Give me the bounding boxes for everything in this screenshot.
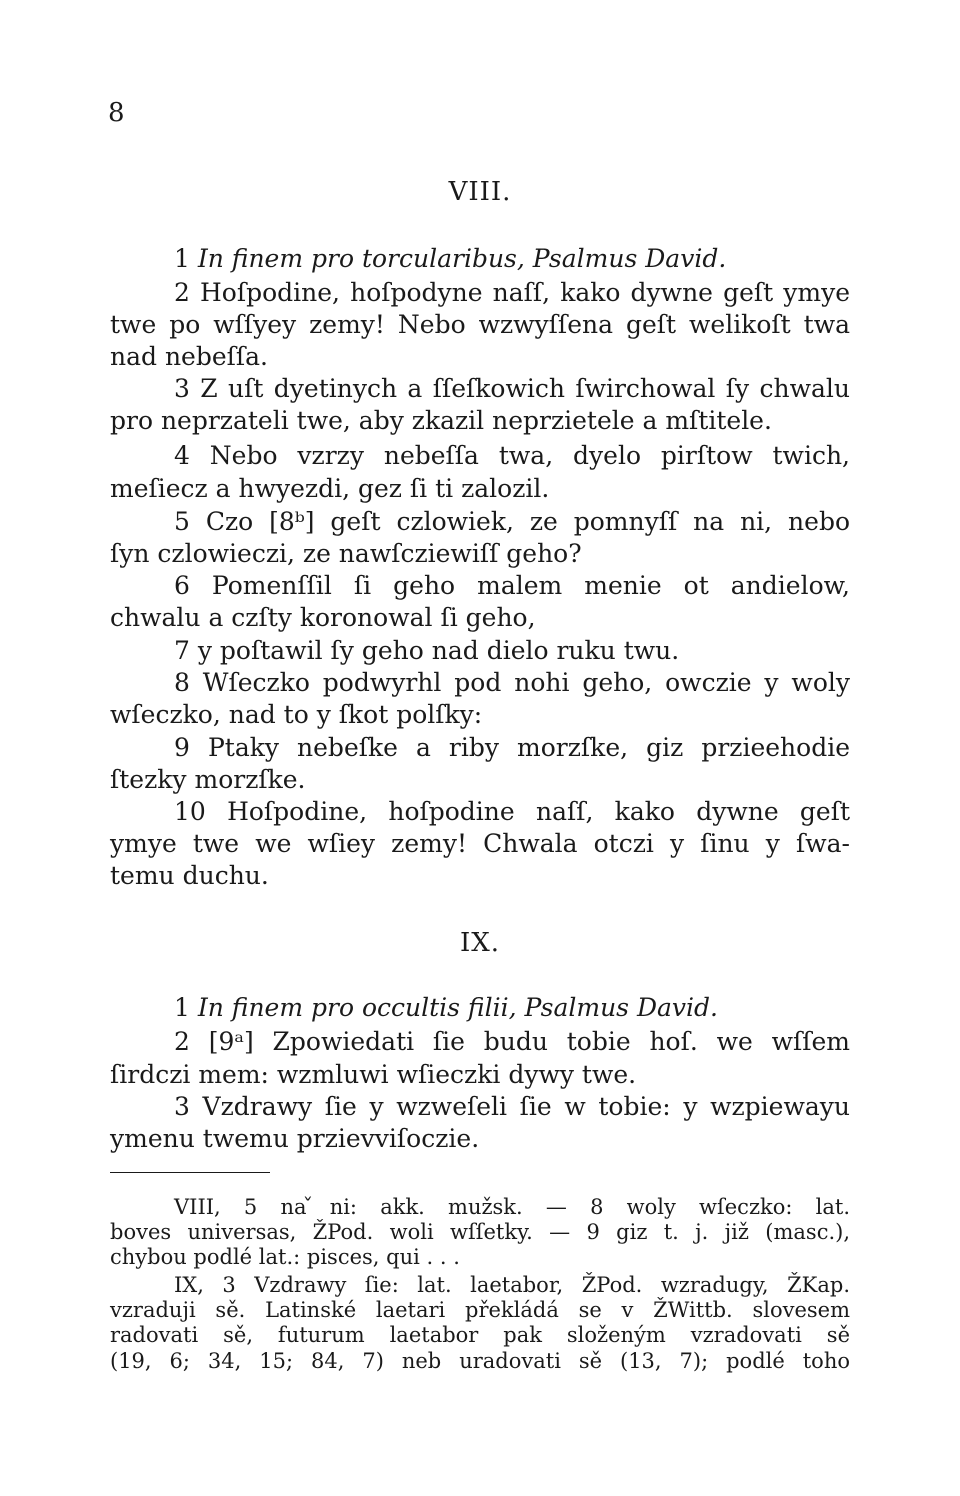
- verse-line: 3 Vzdrawy ſie y wzweſeli ſie w tobie: y wzpiewayu: [174, 1092, 850, 1121]
- verse-line: chwalu a czſty koronowal ſi geho,: [110, 603, 536, 632]
- footnote-line: IX, 3 Vzdrawy ſie: lat. laetabor, ŽPod. wzradugy, ŽKap.: [174, 1273, 850, 1297]
- title-text: In finem pro torcularibus, Psalmus David.: [197, 244, 727, 273]
- title-text: In finem pro occultis filii, Psalmus David.: [197, 993, 718, 1022]
- verse-line: temu duchu.: [110, 861, 269, 890]
- verse-line: 3 Z uſt dyetinych a ſſeſkowich ſwirchowal ſy chwalu: [174, 374, 850, 403]
- verse-line: pro neprzateli twe, aby zkazil neprzietele a mſtitele.: [110, 406, 772, 435]
- verse-line: 4 Nebo vzrzy nebeſſa twa, dyelo pirſtow twich,: [174, 441, 850, 470]
- verse-line: ymye twe we wſiey zemy! Chwala otczi y ſinu y ſwa-: [110, 829, 850, 858]
- verse-line: ymenu twemu przievviſoczie.: [110, 1124, 480, 1153]
- verse-line: 6 Pomenſſil ſi geho malem menie ot andielow,: [174, 571, 850, 600]
- verse-line: twe po wſſyey zemy! Nebo wzwyſſena geſt welikoſt twa: [110, 310, 850, 339]
- section-ix-title: [174, 993, 850, 1023]
- footnote-line: VIII, 5 na ̌ni: akk. mužsk. — 8 woly wſeczko: lat.: [174, 1195, 850, 1219]
- verse-line: 2 Hoſpodine, hoſpodyne naſſ, kako dywne geſt ymye: [174, 278, 850, 307]
- footnote-line: radovati sě, futurum laetabor pak složeným vzradovati sě: [110, 1323, 850, 1347]
- verse-line: 5 Czo [8ᵇ] geſt czlowiek, ze pomnyſſ na ni, nebo: [174, 507, 850, 536]
- verse-line: ſtezky morzſke.: [110, 765, 306, 794]
- verse-line: 8 Wſeczko podwyrhl pod nohi geho, owczie y woly: [174, 668, 850, 697]
- verse-line: nad nebeſſa.: [110, 342, 269, 371]
- verse-line: 9 Ptaky nebeſke a riby morzſke, giz przieehodie: [174, 733, 850, 762]
- title-number: 1: [174, 244, 190, 273]
- verse-line: meſiecz a hwyezdi, gez ſi ti zalozil.: [110, 474, 550, 503]
- section-ix-heading: IX.: [459, 928, 501, 958]
- footnote-line: (19, 6; 34, 15; 84, 7) neb uradovati sě (13, 7); podlé toho: [110, 1349, 850, 1373]
- footnote-line: chybou podlé lat.: pisces, qui . . .: [110, 1245, 460, 1269]
- footnote-line: vzraduji sě. Latinské laetari překládá se v ŽWittb. slovesem: [110, 1298, 850, 1322]
- footnote-line: boves universas, ŽPod. woli wſſetky. — 9 giz t. j. již (masc.),: [110, 1220, 850, 1244]
- title-number: 1: [174, 993, 190, 1022]
- verse-line: 7 y poſtawil ſy geho nad dielo ruku twu.: [174, 636, 680, 665]
- footnote-rule: [110, 1172, 270, 1173]
- verse-line: ſyn czlowieczi, ze nawſcziewiſſ geho?: [110, 539, 582, 568]
- verse-line: 10 Hoſpodine, hoſpodine naſſ, kako dywne geſt: [174, 797, 850, 826]
- verse-line: 2 [9ᵃ] Zpowiedati ſie budu tobie hoſ. we wſſem: [174, 1027, 850, 1056]
- page-number: 8: [108, 98, 125, 128]
- verse-line: wſeczko, nad to y ſkot polſky:: [110, 700, 483, 729]
- section-viii-heading: VIII.: [448, 177, 512, 207]
- verse-line: ſirdczi mem: wzmluwi wſieczki dywy twe.: [110, 1060, 637, 1089]
- section-viii-title: [174, 244, 850, 274]
